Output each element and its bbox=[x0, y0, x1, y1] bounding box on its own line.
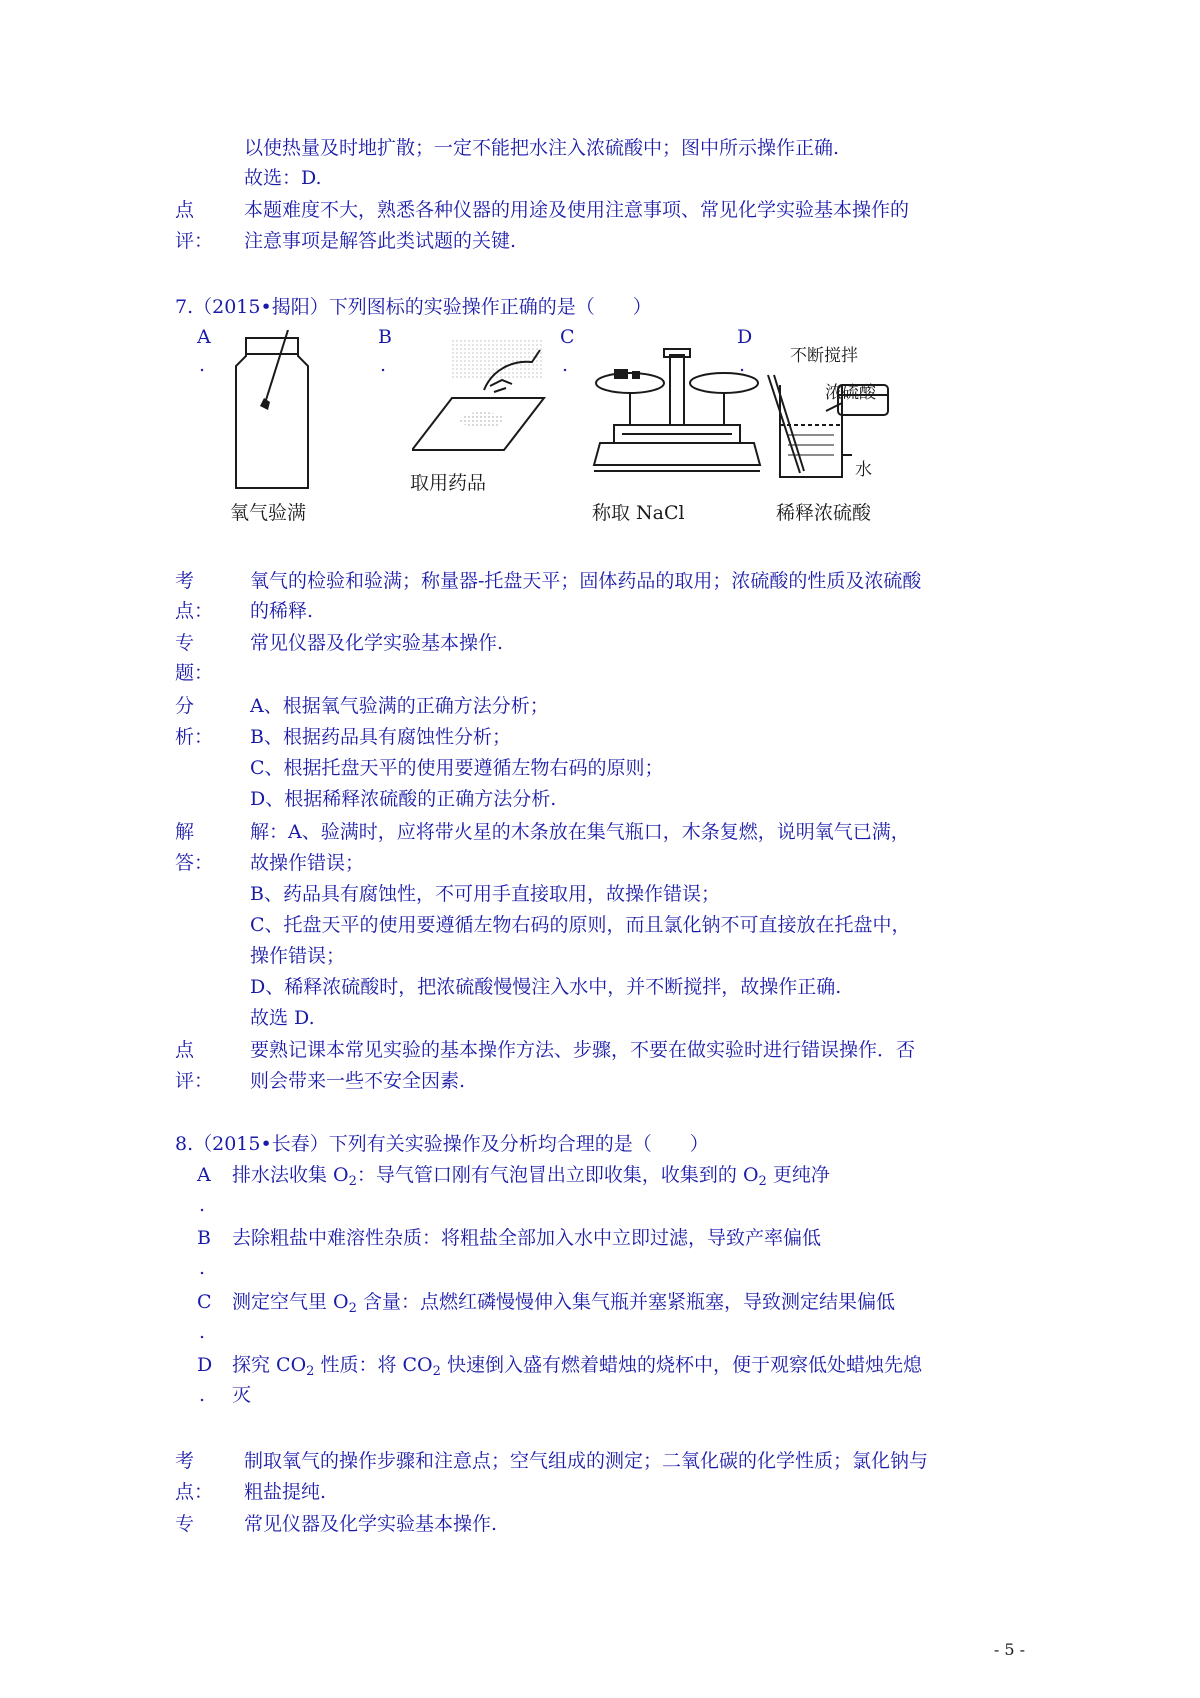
q7-jieda-line-3: B、药品具有腐蚀性，不可用手直接取用，故操作错误； bbox=[250, 883, 720, 905]
q8-option-b-text: 去除粗盐中难溶性杂质：将粗盐全部加入水中立即过滤，导致产率偏低 bbox=[232, 1227, 822, 1249]
q7-fenxi-line-3: C、根据托盘天平的使用要遵循左物右码的原则； bbox=[250, 757, 664, 779]
q7-fenxi-line-2: B、根据药品具有腐蚀性分析； bbox=[250, 726, 511, 748]
q8-option-a-letter: A bbox=[197, 1164, 211, 1186]
q8-kaodian-line-1: 制取氧气的操作步骤和注意点；空气组成的测定；二氧化碳的化学性质；氯化钠与 bbox=[244, 1450, 929, 1472]
q8-zhuanti-label-1: 专 bbox=[175, 1513, 195, 1535]
q7-jieda-line-2: 故操作错误； bbox=[250, 852, 365, 874]
q7-dianping-line-1: 要熟记课本常见实验的基本操作方法、步骤，不要在做实验时进行错误操作．否 bbox=[250, 1039, 916, 1061]
q7-jieda-line-1: 解：A、验满时，应将带火星的木条放在集气瓶口，木条复燃，说明氧气已满， bbox=[250, 821, 910, 843]
q8-option-a-dot: . bbox=[199, 1194, 206, 1216]
q8-stem: 8.（2015•长春）下列有关实验操作及分析均合理的是（ ） bbox=[175, 1133, 709, 1155]
q6-comment-line-2: 注意事项是解答此类试题的关键. bbox=[244, 230, 517, 252]
q8-option-c-letter: C bbox=[197, 1291, 212, 1313]
figure-d-caption: 稀释浓硫酸 bbox=[776, 502, 872, 524]
q7-zhuanti-label-2: 题： bbox=[175, 662, 214, 684]
q7-kaodian-line-1: 氧气的检验和验满；称量器-托盘天平；固体药品的取用；浓硫酸的性质及浓硫酸 bbox=[250, 570, 922, 592]
q7-jieda-label-2: 答： bbox=[175, 852, 214, 874]
q8-kaodian-label-1: 考 bbox=[175, 1450, 195, 1472]
q7-fenxi-label-2: 析： bbox=[175, 726, 214, 748]
q7-dianping-line-2: 则会带来一些不安全因素. bbox=[250, 1070, 466, 1092]
q7-option-a-letter: A bbox=[197, 326, 211, 348]
q7-dianping-label-2: 评： bbox=[175, 1070, 214, 1092]
q7-zhuanti-line-1: 常见仪器及化学实验基本操作. bbox=[250, 632, 504, 654]
q7-jieda-line-4: C、托盘天平的使用要遵循左物右码的原则，而且氯化钠不可直接放在托盘中， bbox=[250, 914, 911, 936]
q8-kaodian-line-2: 粗盐提纯. bbox=[244, 1481, 327, 1503]
q6-comment-line-1: 本题难度不大，熟悉各种仪器的用途及使用注意事项、常见化学实验基本操作的 bbox=[244, 199, 910, 221]
q7-fenxi-line-4: D、根据稀释浓硫酸的正确方法分析. bbox=[250, 788, 557, 810]
figure-a-caption: 氧气验满 bbox=[230, 502, 307, 524]
q7-option-b-letter: B bbox=[378, 326, 392, 348]
q7-option-b-dot: . bbox=[380, 354, 387, 376]
figure-take-drug bbox=[412, 340, 552, 460]
figure-d-label-water: 水 bbox=[855, 460, 872, 480]
q6-comment-label-2: 评： bbox=[175, 230, 214, 252]
q8-option-d-letter: D bbox=[197, 1354, 213, 1376]
q7-option-d-letter: D bbox=[737, 326, 753, 348]
page-number: - 5 - bbox=[993, 1640, 1025, 1659]
figure-d-label-stir: 不断搅拌 bbox=[790, 346, 858, 366]
q7-jieda-line-6: D、稀释浓硫酸时，把浓硫酸慢慢注入水中，并不断搅拌，故操作正确. bbox=[250, 976, 842, 998]
q8-option-d-text: 探究 $CO_2$ 性质：将 $CO_2$ 快速倒入盛有燃着蜡烛的烧杯中，便于观察低处蜡烛先熄 bbox=[232, 1354, 922, 1379]
q8-option-c-dot: . bbox=[199, 1321, 206, 1343]
q8-option-c-text: 测定空气里 $O_2$ 含量：点燃红磷慢慢伸入集气瓶并塞紧瓶塞，导致测定结果偏低 bbox=[232, 1291, 895, 1316]
figure-dilute-acid bbox=[738, 345, 898, 485]
figure-balance bbox=[592, 345, 762, 485]
q7-kaodian-line-2: 的稀释. bbox=[250, 600, 314, 622]
q7-jieda-line-7: 故选 D. bbox=[250, 1007, 315, 1029]
q7-zhuanti-label-1: 专 bbox=[175, 632, 195, 654]
q7-jieda-line-5: 操作错误； bbox=[250, 945, 346, 967]
q8-option-a-text: 排水法收集 $O_2$：导气管口刚有气泡冒出立即收集，收集到的 $O_2$ 更纯净 bbox=[232, 1164, 830, 1189]
q8-option-b-letter: B bbox=[197, 1227, 211, 1249]
figure-d-label-acid: 浓硫酸 bbox=[825, 383, 876, 403]
q6-comment-label-1: 点 bbox=[175, 199, 195, 221]
q7-option-c-letter: C bbox=[560, 326, 575, 348]
q7-option-d-dot: . bbox=[739, 354, 746, 376]
q8-zhuanti-line-1: 常见仪器及化学实验基本操作. bbox=[244, 1513, 498, 1535]
q6-answer-line-2: 故选：D. bbox=[244, 167, 322, 189]
q8-option-b-dot: . bbox=[199, 1257, 206, 1279]
figure-b-caption: 取用药品 bbox=[410, 472, 487, 494]
q7-option-c-dot: . bbox=[562, 354, 569, 376]
figure-oxygen-bottle bbox=[230, 330, 320, 500]
q7-kaodian-label-2: 点： bbox=[175, 600, 214, 622]
q8-option-d-text-line-2: 灭 bbox=[232, 1384, 252, 1406]
q7-option-a-dot: . bbox=[199, 354, 206, 376]
q7-fenxi-line-1: A、根据氧气验满的正确方法分析； bbox=[250, 695, 549, 717]
figure-c-caption: 称取 NaCl bbox=[592, 502, 685, 524]
q7-jieda-label-1: 解 bbox=[175, 821, 195, 843]
q8-kaodian-label-2: 点： bbox=[175, 1481, 214, 1503]
q8-option-d-dot: . bbox=[199, 1384, 206, 1406]
q7-fenxi-label-1: 分 bbox=[175, 695, 195, 717]
q7-stem: 7.（2015•揭阳）下列图标的实验操作正确的是（ ） bbox=[175, 296, 652, 318]
q7-kaodian-label-1: 考 bbox=[175, 570, 195, 592]
q6-answer-line-1: 以使热量及时地扩散；一定不能把水注入浓硫酸中；图中所示操作正确. bbox=[244, 137, 840, 159]
q7-dianping-label-1: 点 bbox=[175, 1039, 195, 1061]
